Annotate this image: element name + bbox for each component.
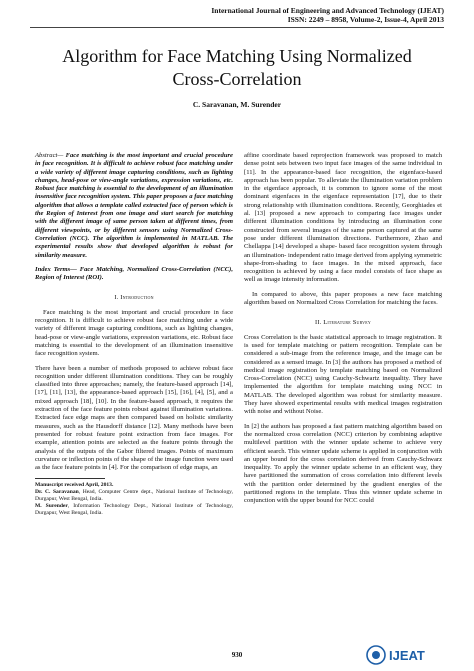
header-rule [30,27,444,28]
section-heading-literature-survey: II. Literature Survey [315,319,371,327]
page-number: 930 [231,651,243,659]
intro-paragraph-1: Face matching is the most important and crucial procedure in face recognition. It is difficult to achieve robust face matching under a wide variety of different image capturing conditions, such as lighting changes, head-pose or view-angle variations, expression variations, etc. Robust face matching is essential to the development of an illumination insensitive face recognition system. [35,308,233,358]
ijeat-logo [365,644,445,666]
right-paragraph-4: In [2] the authors has proposed a fast pattern matching algorithm based on the normalized cross correlation (NCC) criterion by combining adaptive multilevel partition with the winner update scheme to achieve very efficient search. This winner update scheme is applied in conjunction with an upper bound for the cross correlation derived from Cauchy-Schwarz inequality. To apply the winner update scheme in an efficient way, they have partitioned the summation of cross correlation into different levels with the partition order determined by the gradient energies of the partitioned regions in the template. Thus this winner update scheme in conjunction with the upper bound for NCC could [244,422,442,505]
abstract-text: Face matching is the most important and crucial procedure in face recognition. It is difficult to achieve robust face matching under a wide variety of different image capturing conditions, such as lighting changes, head-pose or view-angle variations, expression variations, etc. Robust face matching is essential to the development of an illumination insensitive face recognition system. This paper proposes a face matching algorithm that allows a template called extracted face of person which is the Region of Interest from one image and start search for matching with the different image of same person taken at different times, from different viewpoints, or by different sensors using Normalized Cross-Correlation (NCC). The algorithm is implemented in MATLAB. The experimental results show that developed algorithm is robust for similarity measure. [35,152,233,259]
left-column [35,152,233,517]
abstract-lead: Abstract— [35,152,64,159]
footnote-rule [35,478,105,479]
right-column [244,152,442,512]
footnote-author-2: M. Surender, Information Technology Dept., National Institute of Technology, Durgapur, West Bengal, India. [35,503,233,517]
intro-paragraph-2: There have been a number of methods proposed to achieve robust face recognition under different illumination conditions. They can be roughly classified into three approaches; namely, the feature-based approach [14], [17], [11], [13], the appearance-based approach [15], [16], [4], [5], and a mixed approach [18], [10]. In the feature-based approach, it requires the extraction of the face feature points robust against illumination variations. Extracted face edge maps are then compared based on holistic similarity measures, such as the Hausdorff distance [12]. Many methods have been presented for robust feature point extraction from face images. For example, attention points are selected as the feature points through the analysis of the outputs of the Gabor filtered images. Points of maximum curvature or inflection points of the shape of the image function were used as the face feature points in [4]. For the comparison of edge maps, an [35,364,233,472]
section-heading-introduction: I. Introduction [114,294,154,302]
paper-title [20,45,454,91]
logo-dot [372,651,380,659]
footnote-manuscript: Manuscript received April, 2013. [35,482,114,489]
logo-text: IJEAT [389,648,425,663]
right-paragraph-2: In compared to above, this paper proposes a new face matching algorithm based on Normalized Cross Correlation for matching the faces. [244,290,442,307]
journal-name: International Journal of Engineering and Advanced Technology (IJEAT) [211,6,444,15]
authors: C. Saravanan, M. Surender [192,100,282,109]
journal-issn: ISSN: 2249 – 8958, Volume-2, Issue-4, April 2013 [287,15,444,24]
journal-header [144,6,444,24]
right-paragraph-1: affine coordinate based reprojection framework was proposed to match dense point sets between two input face images of the same individual in [11]. In the appearance-based face recognition, the eigenface-based approach has been popular. To alleviate the illumination variation problem in the eigenface approach, it is common to ignore some of the most dominant eigenfaces in the eigenface representation [17], due to their strong relationship with illumination conditions. Recently, Georghiades et al. [13] proposed a new approach to comparing face images under different illumination conditions by introducing an illumination cone constructed from several images of the same person captured at the same pose under different illumination directions. Furthermore, Zhao and Chellappa [14] developed a shape- based face recognition system through an illumination- independent ratio image derived from applying symmetric shape-from-shading to face images. In the mixed approach, face recognition is achieved by using a face model consists of face shape as well as image intensity information. [244,152,442,284]
abstract [35,152,233,260]
title-line-1: Algorithm for Face Matching Using Normalized [62,46,412,66]
title-line-2: Cross-Correlation [172,69,302,89]
right-paragraph-3: Cross Correlation is the basic statistical approach to image registration. It is used for template matching or pattern recognition. Template can be considered a sub-image from the reference image, and the image can be considered as a sensed image. In [3] the authors has proposed a method of medical image registration by template matching based on Normalized Cross-Correlation (NCC) using Cauchy-Schwartz inequality. They have implemented the algorithm for template matching using NCC in MATLAB. The developed algorithm was robust for similarity measure. They have showed experimental results with medical images registration with noise and without Noise. [244,333,442,416]
footnote-author-1: Dr. C. Saravanan, Head, Computer Centre dept., National Institute of Technology, Durgapur, West Bengal, India. [35,489,233,503]
index-terms: Index Terms— Face Matching, Normalized Cross-Correlation (NCC), Region of Interest (ROI). [35,265,233,282]
